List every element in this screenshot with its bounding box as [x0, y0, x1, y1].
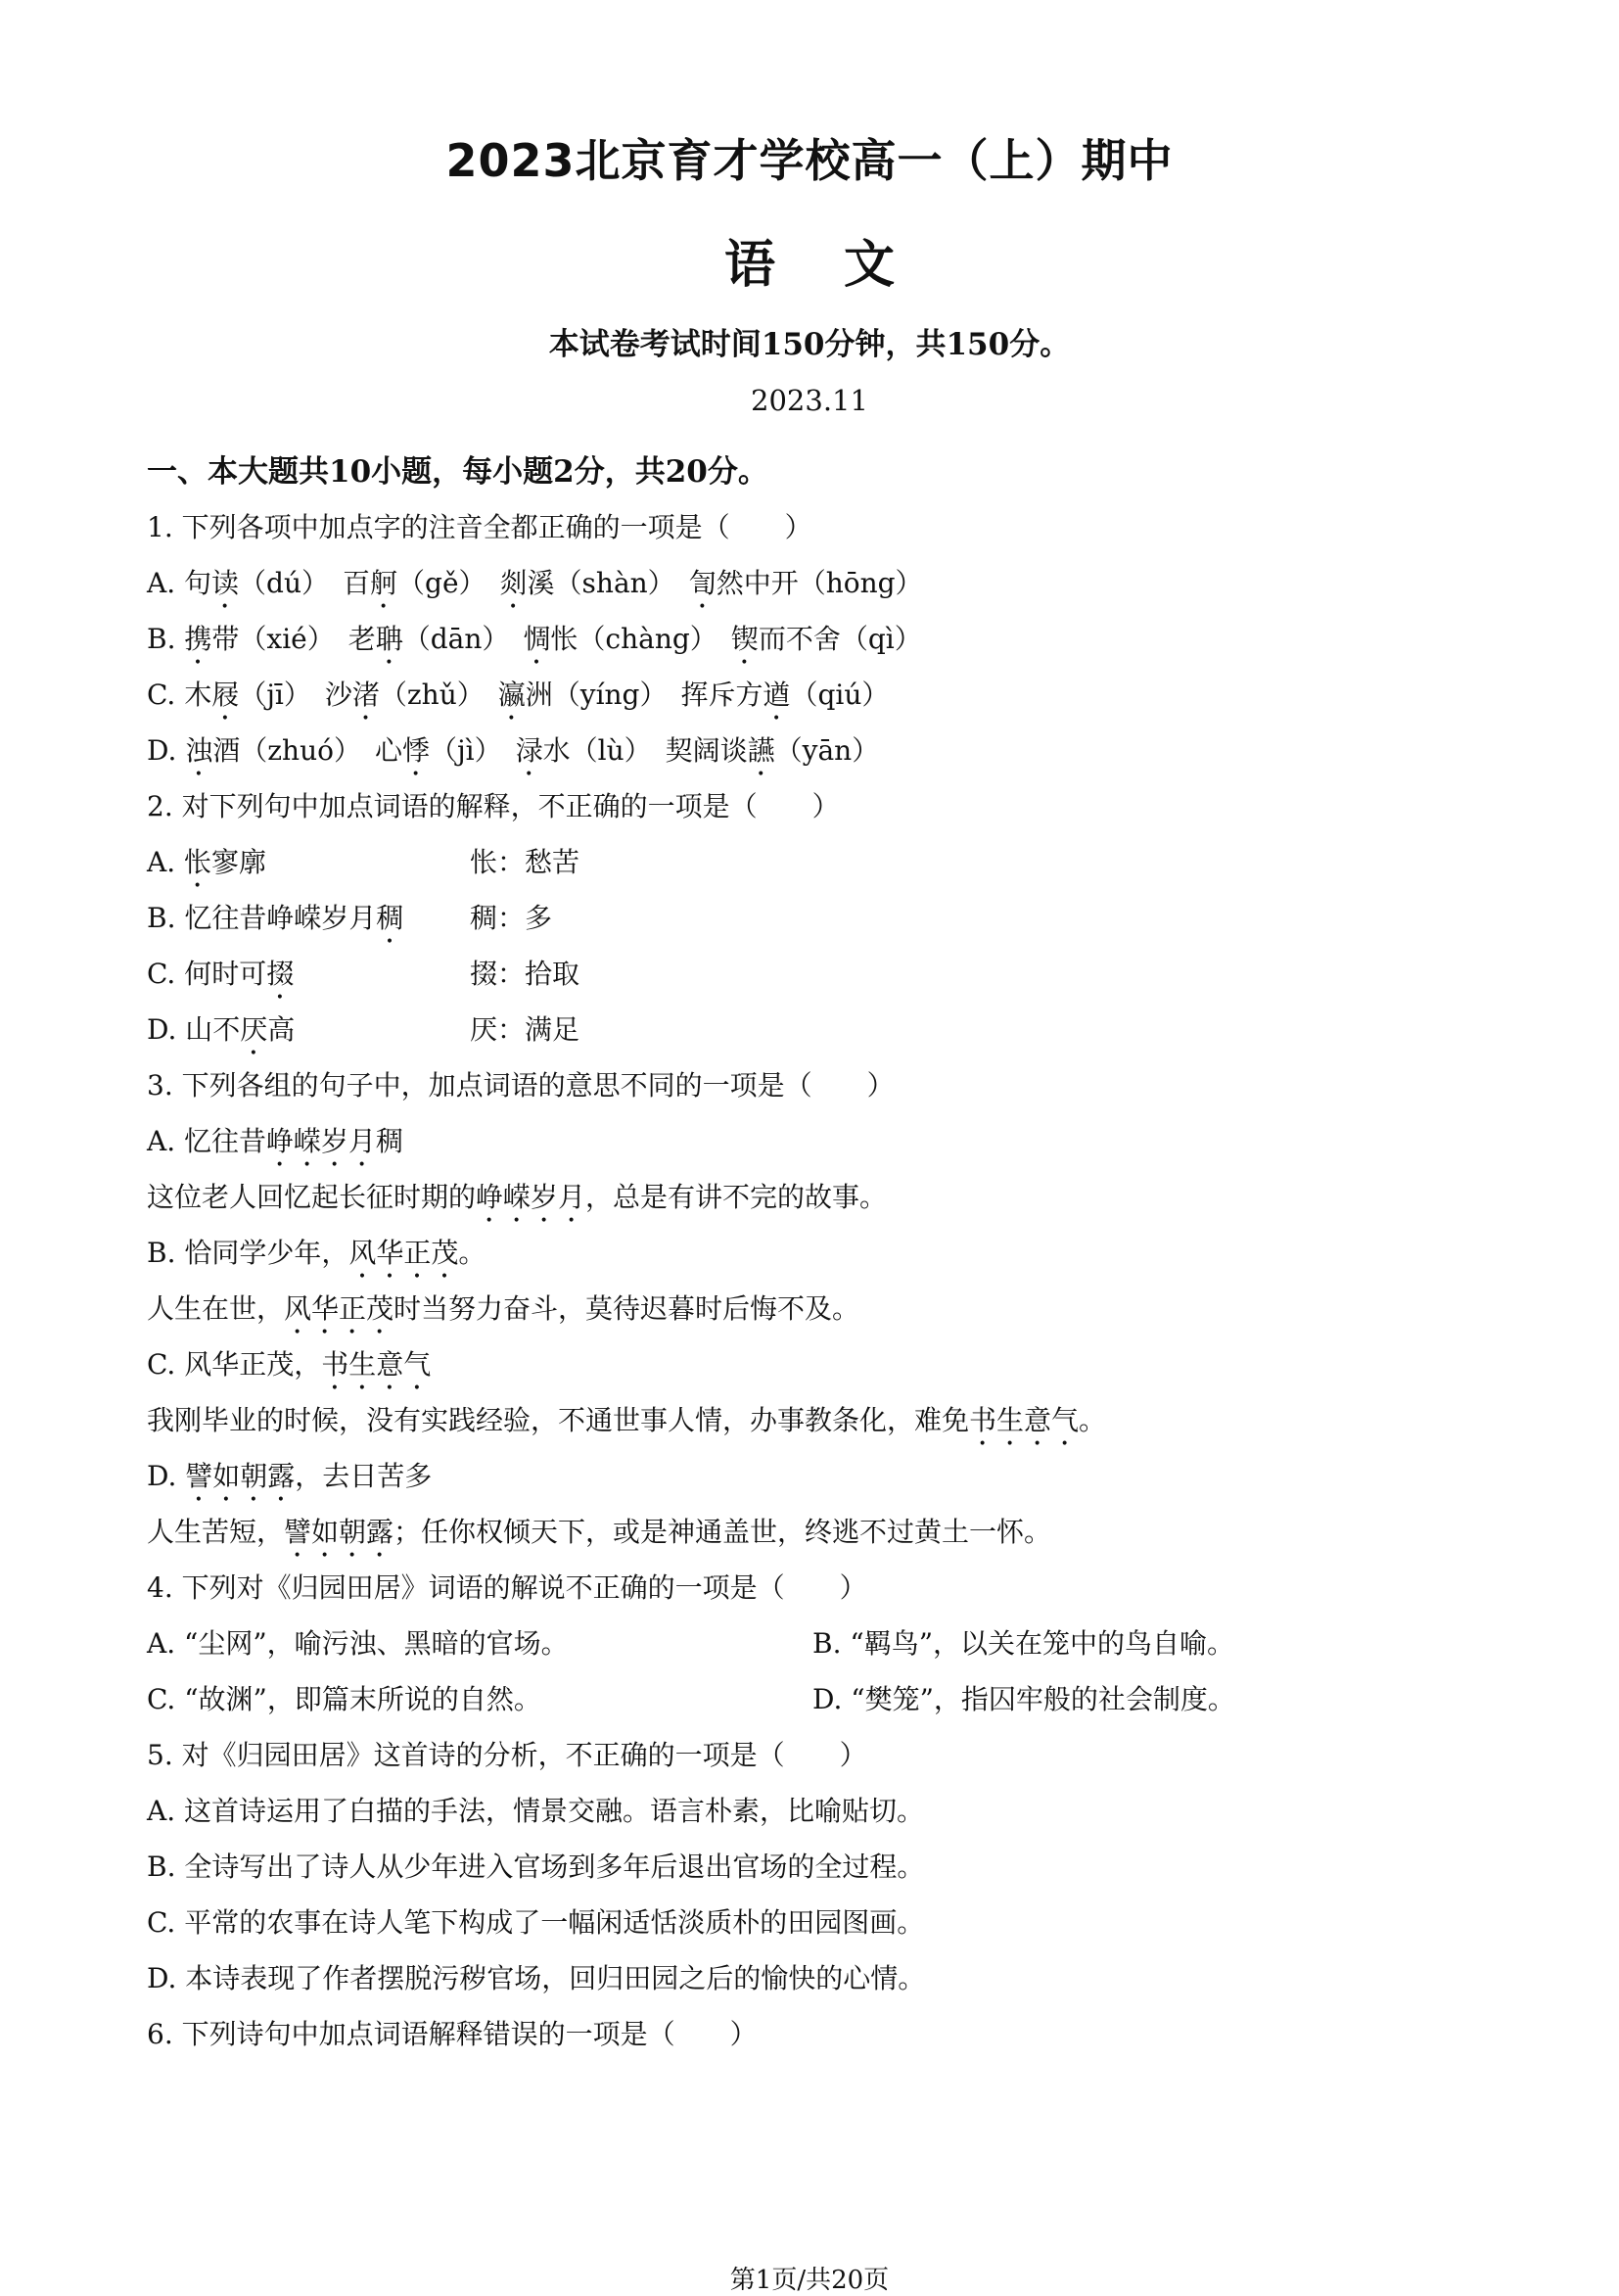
q1-option-c: C. 木屐（jī） 沙渚（zhǔ） 瀛洲（yíng） 挥斥方遒（qiú） [147, 679, 890, 711]
q1-option-a: A. 句读（dú） 百舸（gě） 剡溪（shàn） 訇然中开（hōng） [147, 567, 923, 599]
q5-stem: 5. 对《归园田居》这首诗的分析，不正确的一项是（ ） [147, 1739, 867, 1771]
exam-info: 本试卷考试时间150分钟，共150分。 [548, 327, 1071, 362]
q4-options-row2 [147, 1671, 1498, 1727]
q3-option-b-line2: 人生在世，风华正茂时当努力奋斗，莫待迟暮时后悔不及。 [147, 1292, 860, 1325]
q2-option-b-explanation: 稠：多 [470, 902, 553, 934]
subject-title: 语文 [723, 236, 963, 295]
q5-option-c: C. 平常的农事在诗人笔下构成了一幅闲适恬淡质朴的田园图画。 [147, 1906, 925, 1939]
questions [147, 499, 1498, 2062]
q3-option-d-line1: D. 譬如朝露，去日苦多 [147, 1460, 433, 1492]
q3-option-c-line1: C. 风华正茂，书生意气 [147, 1348, 432, 1381]
q4-option-c: C. “故渊”，即篇末所说的自然。 [147, 1683, 541, 1715]
q1-option-d: D. 浊酒（zhuó） 心悸（jì） 渌水（lù） 契阔谈讌（yān） [147, 734, 880, 767]
q5-option-d: D. 本诗表现了作者摆脱污秽官场，回归田园之后的愉快的心情。 [147, 1962, 926, 1994]
q4-stem: 4. 下列对《归园田居》词语的解说不正确的一项是（ ） [147, 1571, 867, 1604]
q6-stem: 6. 下列诗句中加点词语解释错误的一项是（ ） [147, 2018, 758, 2050]
q2-option-d: D. 山不厌高 厌：满足 [147, 1002, 1498, 1057]
page-number: 第1页/共20页 [729, 2266, 890, 2295]
q4-option-d: D. “樊笼”，指囚牢般的社会制度。 [812, 1683, 1235, 1715]
q4-option-b: B. “羁鸟”，以关在笼中的鸟自喻。 [812, 1627, 1235, 1660]
q2-option-a: A. 怅寥廓 怅：愁苦 [147, 834, 1498, 890]
section-heading: 一、本大题共10小题，每小题2分，共20分。 [147, 454, 768, 490]
q4-options-row1 [147, 1616, 1498, 1671]
q3-stem: 3. 下列各组的句子中，加点词语的意思不同的一项是（ ） [147, 1069, 895, 1101]
q3-option-d-line2: 人生苦短，譬如朝露；任你权倾天下，或是神通盖世，终逃不过黄土一怀。 [147, 1516, 1052, 1548]
q5-option-a: A. 这首诗运用了白描的手法，情景交融。语言朴素，比喻贴切。 [147, 1795, 925, 1827]
q2-option-a-explanation: 怅：愁苦 [470, 846, 580, 878]
q3-option-a-line1: A. 忆往昔峥嵘岁月稠 [147, 1125, 404, 1157]
q2-option-c-explanation: 掇：拾取 [470, 958, 580, 990]
q2-option-b: B. 忆往昔峥嵘岁月稠 稠：多 [147, 890, 1498, 946]
exam-date: 2023.11 [751, 384, 868, 417]
q3-option-c-line2: 我刚毕业的时候，没有实践经验，不通世事人情，办事教条化，难免书生意气。 [147, 1404, 1107, 1436]
q2-option-d-explanation: 厌：满足 [470, 1013, 580, 1046]
q3-option-b-line1: B. 恰同学少年，风华正茂。 [147, 1237, 486, 1269]
q3-option-a-line2: 这位老人回忆起长征时期的峥嵘岁月，总是有讲不完的故事。 [147, 1181, 888, 1213]
q1-option-b: B. 携带（xié） 老聃（dān） 惆怅（chàng） 锲而不舍（qì） [147, 623, 922, 655]
q5-option-b: B. 全诗写出了诗人从少年进入官场到多年后退出官场的全过程。 [147, 1851, 925, 1883]
exam-title: 2023北京育才学校高一（上）期中 [445, 134, 1174, 187]
q2-stem: 2. 对下列句中加点词语的解释，不正确的一项是（ ） [147, 790, 840, 822]
q1-stem: 1. 下列各项中加点字的注音全都正确的一项是（ ） [147, 511, 812, 543]
q2-option-c: C. 何时可掇 掇：拾取 [147, 946, 1498, 1002]
q4-option-a: A. “尘网”，喻污浊、黑暗的官场。 [147, 1627, 569, 1660]
